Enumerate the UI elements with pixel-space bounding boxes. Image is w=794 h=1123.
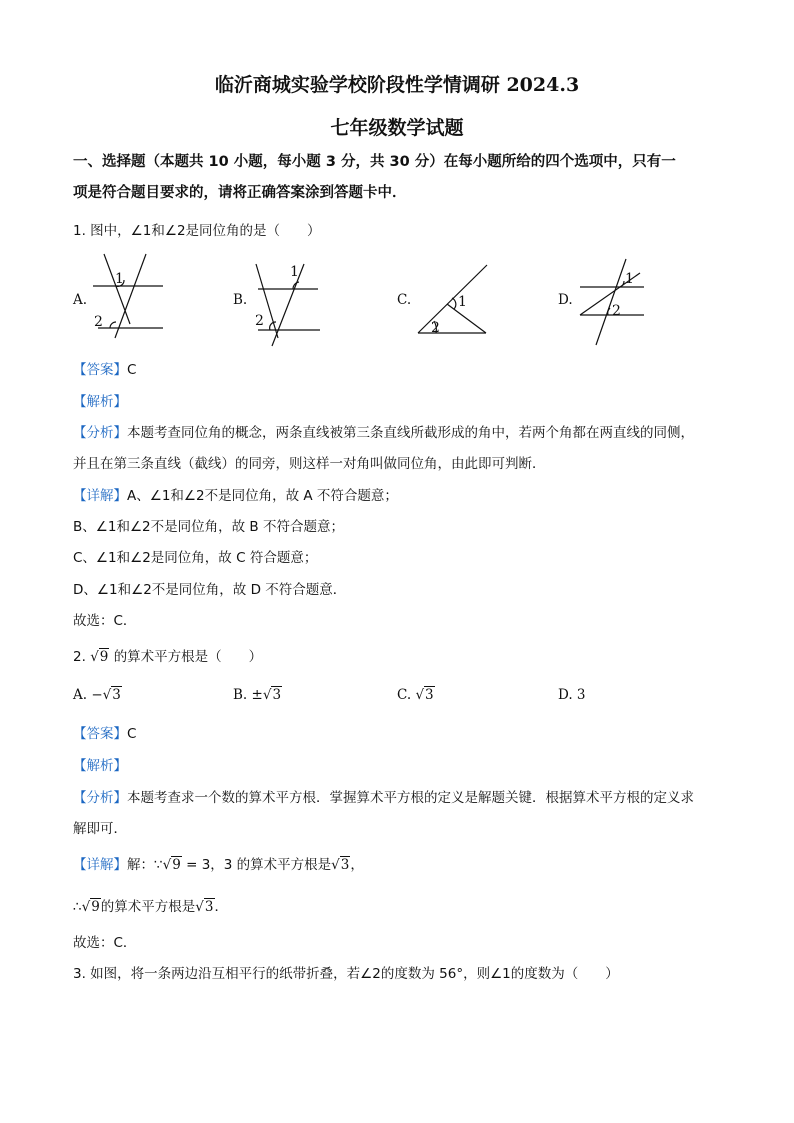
answer-value: C: [127, 362, 137, 378]
q2-stem-text: 的算术平方根是（ ）: [113, 649, 263, 665]
sqrt-expression: √3: [195, 899, 214, 915]
q1-option-a-label: A.: [73, 292, 88, 308]
sqrt-expression: √9: [90, 649, 109, 665]
angle-1-label: 1: [625, 271, 634, 287]
q1-detail-line1: [73, 484, 398, 504]
q2-choose: 故选：C．: [73, 935, 137, 951]
q1-answer: [73, 358, 136, 378]
q1-choose: 故选：C．: [73, 613, 137, 629]
q1-stem: 1. 图中，∠1和∠2是同位角的是（ ）: [73, 223, 321, 239]
angle-2-label: 2: [94, 314, 103, 330]
angle-1-label: 1: [115, 271, 124, 287]
detail-tag: 【详解】: [73, 488, 127, 504]
option-sign: ±: [251, 687, 263, 703]
radicand: 3: [112, 687, 121, 703]
angle-2-label: 2: [255, 313, 264, 329]
analysis-text: 本题考查同位角的概念，两条直线被第三条直线所截形成的角中，若两个角都在两直线的同侧，: [127, 425, 694, 441]
sqrt-expression: √3: [331, 857, 350, 873]
q2-stem: [73, 645, 262, 665]
detail-text: = 3，3 的算术平方根是: [181, 857, 332, 873]
radicand: 3: [204, 899, 214, 915]
q2-option-b: [233, 687, 282, 703]
q2-answer: [73, 722, 136, 742]
q1-option-b-label: B.: [233, 292, 248, 308]
q2-analysis-line2: 解即可．: [73, 821, 127, 837]
answer-tag: 【答案】: [73, 726, 127, 742]
q1-option-c-label: C.: [397, 292, 412, 308]
radicand: 3: [272, 687, 282, 703]
q1-figure-c: [416, 262, 496, 337]
detail-text: 解：∵: [127, 857, 163, 873]
exam-subtitle: 七年级数学试题: [330, 117, 464, 139]
section-heading-line1: 一、选择题（本题共 10 小题，每小题 3 分，共 30 分）在每小题所给的四个选项中，只有一: [73, 154, 676, 170]
sqrt-expression: √9: [81, 899, 100, 915]
answer-value: C: [127, 726, 137, 742]
radicand: 3: [425, 687, 434, 703]
q1-detail-line4: D、∠1和∠2不是同位角，故 D 不符合题意．: [73, 582, 347, 598]
q1-analysis-line2: 并且在第三条直线（截线）的同旁，则这样一对角叫做同位角，由此即可判断．: [73, 456, 546, 472]
sqrt-expression: √9: [162, 857, 181, 873]
sqrt-expression: √3: [262, 687, 282, 703]
sqrt-expression: √3: [102, 687, 121, 703]
section-heading-line2: 项是符合题目要求的，请将正确答案涂到答题卡中．: [73, 185, 407, 201]
q2-detail-line1: [73, 853, 364, 873]
detail-text: A、∠1和∠2不是同位角，故 A 不符合题意；: [127, 488, 398, 504]
answer-tag: 【答案】: [73, 362, 127, 378]
q1-jiexi-tag: 【解析】: [73, 394, 127, 410]
q1-figure-d: [576, 255, 651, 350]
q2-jiexi-tag: 【解析】: [73, 758, 127, 774]
q1-detail-line3: C、∠1和∠2是同位角，故 C 符合题意；: [73, 550, 318, 566]
q1-figure-b: [248, 258, 328, 348]
angle-1-label: 1: [458, 294, 467, 310]
angle-2-label: 2: [612, 303, 621, 319]
detail-text: ∴: [73, 899, 82, 915]
q2-analysis-line1: [73, 786, 694, 806]
q2-number: 2.: [73, 649, 86, 665]
analysis-tag: 【分析】: [73, 790, 127, 806]
q2-detail-line2: [73, 895, 228, 915]
radicand: 3: [340, 857, 350, 873]
radicand: 9: [99, 649, 109, 665]
exam-title: 临沂商城实验学校阶段性学情调研 2024.3: [214, 74, 580, 96]
option-label: B.: [233, 687, 248, 703]
radicand: 9: [172, 857, 181, 873]
q1-detail-line2: B、∠1和∠2不是同位角，故 B 不符合题意；: [73, 519, 344, 535]
q1-analysis-line1: [73, 421, 694, 441]
q3-stem: 3. 如图，将一条两边沿互相平行的纸带折叠，若∠2的度数为 56°，则∠1的度数为（ ）: [73, 966, 619, 982]
q2-option-d: D. 3: [558, 687, 586, 703]
q2-option-a: [73, 687, 122, 703]
angle-2-label: 2: [431, 320, 440, 336]
option-label: A.: [73, 687, 88, 703]
detail-text: ．: [214, 899, 228, 915]
option-label: C.: [397, 687, 412, 703]
q1-figure-a: [88, 248, 168, 343]
q2-option-c: [397, 687, 435, 703]
detail-tag: 【详解】: [73, 857, 127, 873]
radicand: 9: [91, 899, 100, 915]
analysis-tag: 【分析】: [73, 425, 127, 441]
q1-option-d-label: D.: [558, 292, 573, 308]
sqrt-expression: √3: [415, 687, 434, 703]
option-sign: −: [91, 687, 103, 703]
angle-1-label: 1: [290, 264, 299, 280]
detail-text: 的算术平方根是: [100, 899, 196, 915]
detail-text: ，: [350, 857, 364, 873]
analysis-text: 本题考查求一个数的算术平方根．掌握算术平方根的定义是解题关键．根据算术平方根的定义求: [127, 790, 694, 806]
